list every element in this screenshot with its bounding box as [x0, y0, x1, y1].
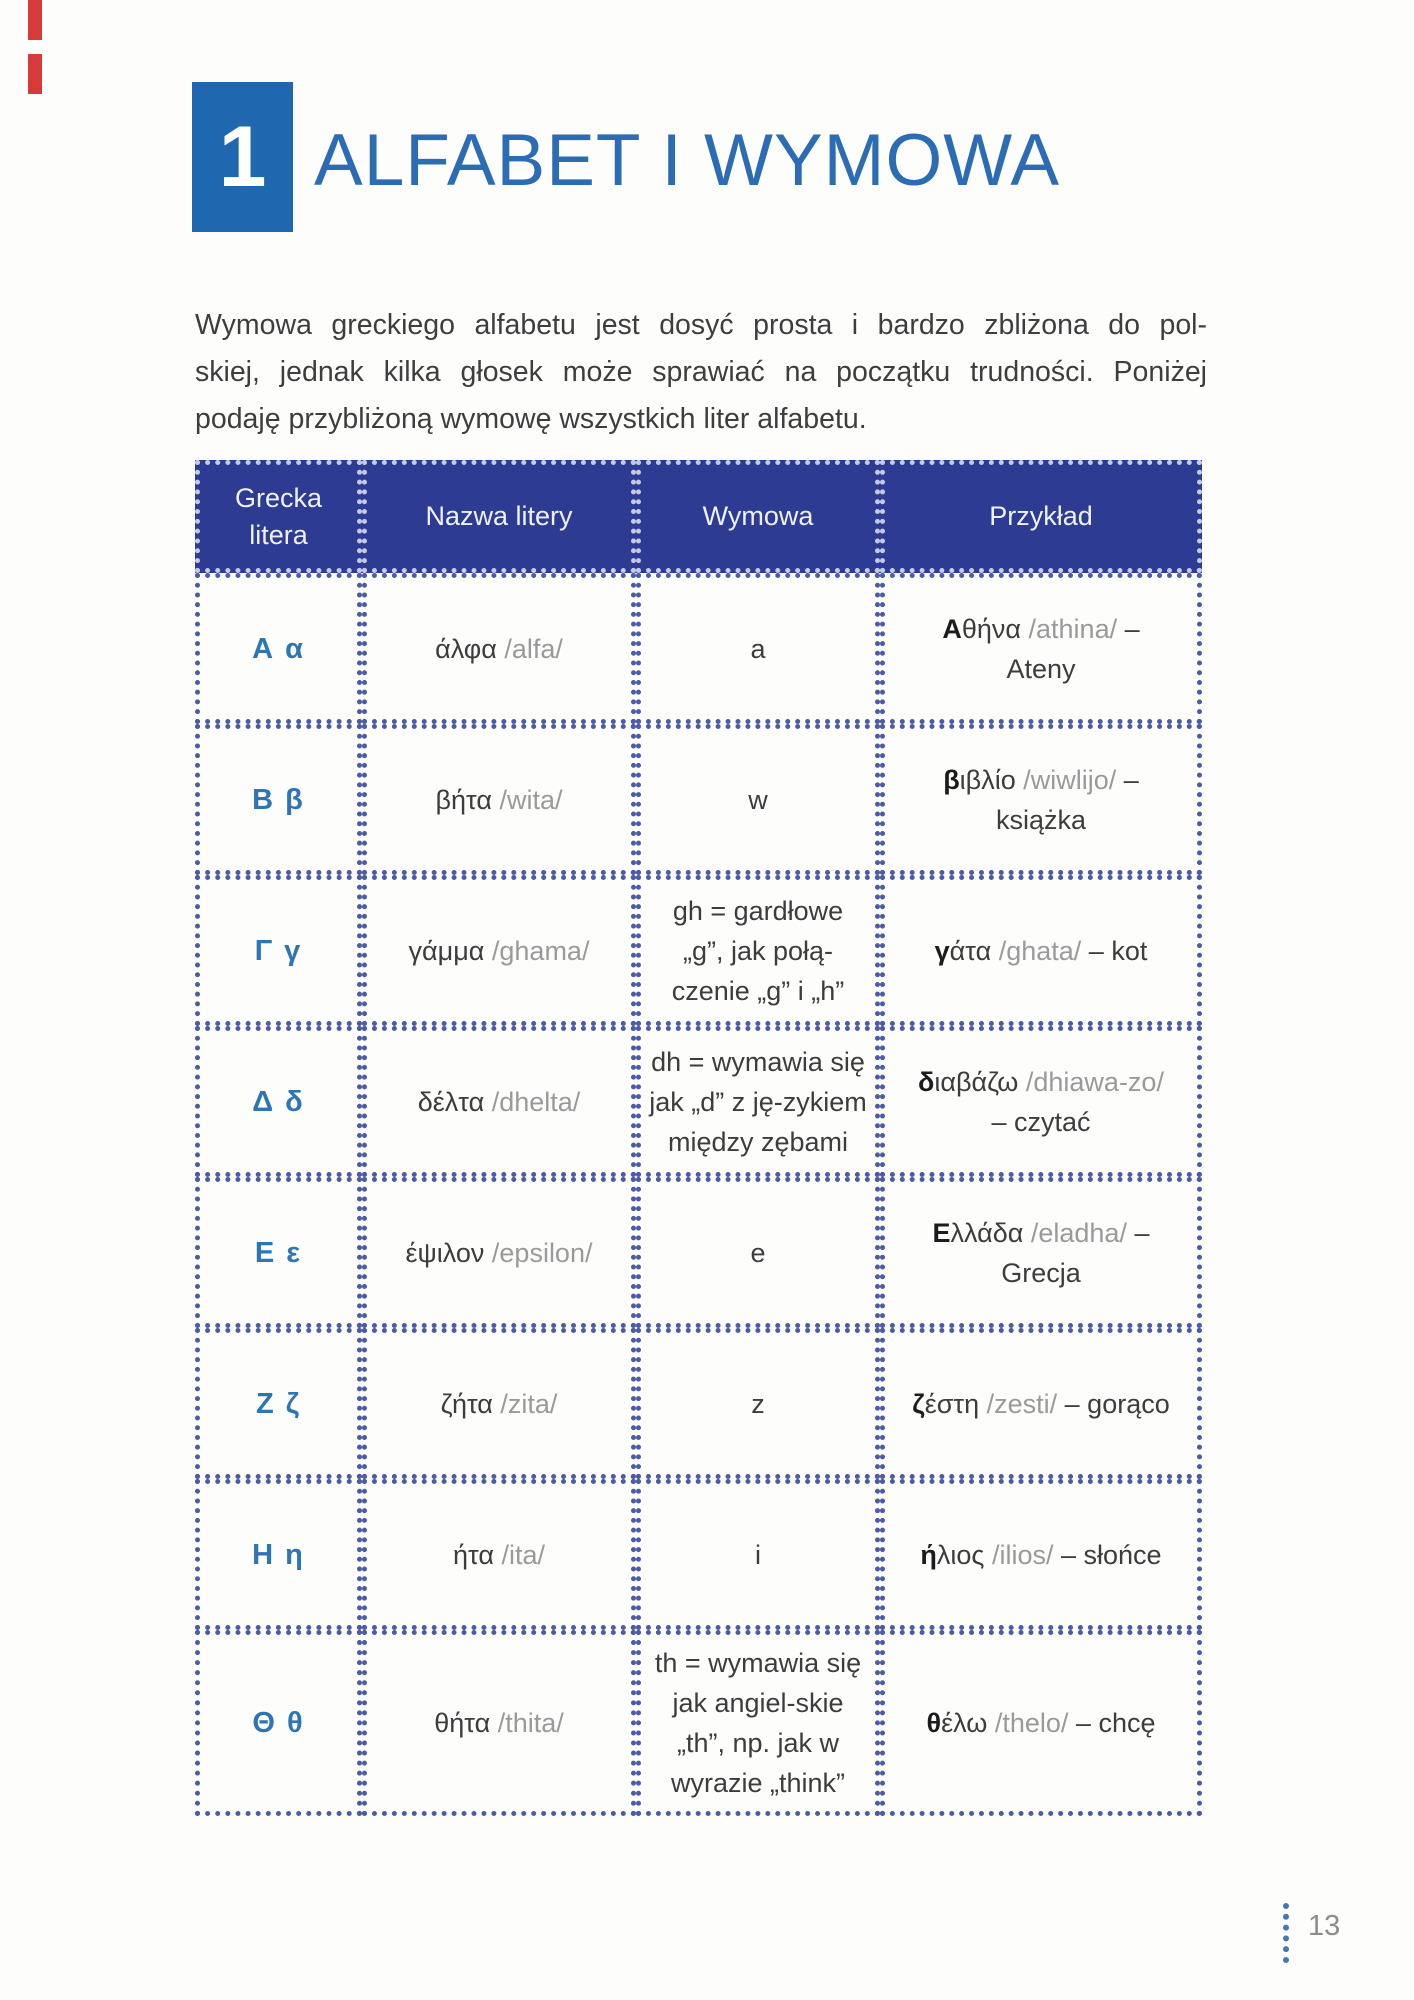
- pronunciation-table: [195, 460, 1202, 1816]
- letter-name-transcription: /epsilon/: [491, 1237, 593, 1268]
- example-bold-letter: ζ: [912, 1388, 925, 1419]
- header-letter-name: Nazwa litery: [362, 460, 636, 573]
- example-transcription: /dhiawa-zo/: [1025, 1066, 1164, 1097]
- example-bold-letter: ή: [920, 1539, 937, 1570]
- intro-line: podaję przybliżoną wymowę wszystkich liter alfabetu.: [195, 403, 867, 435]
- example-bold-letter: Ε: [932, 1217, 951, 1248]
- example-cell: [880, 1177, 1202, 1328]
- pronunciation-cell: z: [636, 1328, 880, 1479]
- letter-name-cell: [362, 1630, 636, 1816]
- pronunciation-cell: i: [636, 1479, 880, 1630]
- letter-name-cell: [362, 1026, 636, 1177]
- example-transcription: /eladha/: [1030, 1217, 1127, 1248]
- table-row: [195, 724, 1202, 875]
- table-row: [195, 875, 1202, 1026]
- example-word-rest: έστη: [924, 1388, 980, 1419]
- example-translation: – książka: [995, 764, 1139, 835]
- red-edge-mark-bottom: [28, 54, 42, 94]
- example-translation: – Ateny: [1006, 613, 1140, 684]
- example-transcription: /ilios/: [991, 1539, 1054, 1570]
- pronunciation-cell: w: [636, 724, 880, 875]
- letter-name-cell: [362, 1177, 636, 1328]
- pronunciation-cell: a: [636, 573, 880, 724]
- example-word-rest: ιαβάζω: [934, 1066, 1019, 1097]
- intro-paragraph: [195, 302, 1207, 443]
- example-translation: – gorąco: [1064, 1388, 1170, 1419]
- page-title: ALFABET I WYMOWA: [314, 119, 1061, 201]
- letter-name-greek: ζήτα: [440, 1388, 493, 1419]
- letter-name-greek: άλφα: [435, 633, 497, 664]
- example-bold-letter: δ: [918, 1066, 935, 1097]
- letter-name-cell: [362, 1479, 636, 1630]
- letter-name-transcription: /zita/: [500, 1388, 558, 1419]
- greek-letter-cell: Ζ ζ: [195, 1328, 362, 1479]
- pronunciation-cell: gh = gardłowe „g”, jak połą-czenie „g” i „h”: [636, 875, 880, 1026]
- example-word-rest: λλάδα: [950, 1217, 1024, 1248]
- example-bold-letter: Α: [942, 613, 962, 644]
- example-cell: [880, 1026, 1202, 1177]
- example-word-rest: ιβλίο: [959, 764, 1016, 795]
- header-pronunciation: Wymowa: [636, 460, 880, 573]
- chapter-number-badge: [192, 82, 293, 232]
- example-word-rest: λιος: [936, 1539, 985, 1570]
- example-cell: [880, 573, 1202, 724]
- header-greek-letter: Grecka litera: [195, 460, 362, 573]
- greek-letter-cell: Θ θ: [195, 1630, 362, 1816]
- pronunciation-table-head: [195, 460, 1202, 573]
- letter-name-transcription: /ita/: [501, 1539, 545, 1570]
- example-transcription: /thelo/: [994, 1708, 1069, 1738]
- letter-name-greek: θήτα: [434, 1708, 491, 1738]
- example-translation: – słońce: [1061, 1539, 1162, 1570]
- example-cell: [880, 1328, 1202, 1479]
- letter-name-cell: [362, 1328, 636, 1479]
- letter-name-cell: [362, 724, 636, 875]
- page-number: 13: [1308, 1910, 1341, 1942]
- greek-letter-cell: Γ γ: [195, 875, 362, 1026]
- example-translation: – czytać: [991, 1106, 1091, 1137]
- example-cell: [880, 1630, 1202, 1816]
- table-header-row: [195, 460, 1202, 573]
- example-word-rest: θήνα: [961, 613, 1021, 644]
- letter-name-greek: βήτα: [435, 784, 492, 815]
- letter-name-greek: έψιλον: [405, 1237, 485, 1268]
- intro-line: Wymowa greckiego alfabetu jest dosyć prosta i bardzo zbliżona do pol-: [195, 309, 1207, 341]
- example-transcription: /zesti/: [986, 1388, 1058, 1419]
- greek-letter-cell: Ε ε: [195, 1177, 362, 1328]
- letter-name-transcription: /ghama/: [491, 935, 590, 966]
- table-row: [195, 573, 1202, 724]
- table-row: [195, 1026, 1202, 1177]
- example-translation: – chcę: [1075, 1708, 1156, 1738]
- letter-name-greek: ήτα: [453, 1539, 494, 1570]
- greek-letter-cell: Β β: [195, 724, 362, 875]
- greek-letter-cell: Η η: [195, 1479, 362, 1630]
- greek-letter-cell: Α α: [195, 573, 362, 724]
- example-bold-letter: β: [943, 764, 960, 795]
- greek-letter-cell: Δ δ: [195, 1026, 362, 1177]
- example-bold-letter: γ: [934, 935, 950, 966]
- chapter-number: 1: [218, 108, 267, 205]
- table-row: [195, 1630, 1202, 1816]
- intro-line: skiej, jednak kilka głosek może sprawiać na początku trudności. Poniżej: [195, 356, 1207, 388]
- letter-name-transcription: /wita/: [499, 784, 563, 815]
- table-row: [195, 1479, 1202, 1630]
- footer-chain-decoration: [1283, 1903, 1289, 1963]
- example-word-rest: άτα: [949, 935, 992, 966]
- table-row: [195, 1177, 1202, 1328]
- example-transcription: /ghata/: [998, 935, 1082, 966]
- example-translation: – kot: [1088, 935, 1148, 966]
- table-row: [195, 1328, 1202, 1479]
- letter-name-transcription: /dhelta/: [491, 1086, 581, 1117]
- example-word-rest: έλω: [941, 1708, 988, 1738]
- letter-name-transcription: /alfa/: [504, 633, 563, 664]
- example-bold-letter: θ: [926, 1708, 942, 1738]
- header-example: Przykład: [880, 460, 1202, 573]
- letter-name-greek: δέλτα: [417, 1086, 485, 1117]
- example-cell: [880, 1479, 1202, 1630]
- red-edge-mark-top: [28, 0, 42, 40]
- letter-name-cell: [362, 573, 636, 724]
- example-cell: [880, 724, 1202, 875]
- example-translation: – Grecja: [1001, 1217, 1150, 1288]
- example-transcription: /athina/: [1028, 613, 1118, 644]
- pronunciation-table-body: [195, 573, 1202, 1816]
- pronunciation-cell: dh = wymawia się jak „d” z ję-zykiem między zębami: [636, 1026, 880, 1177]
- letter-name-greek: γάμμα: [408, 935, 485, 966]
- pronunciation-cell: th = wymawia się jak angiel-skie „th”, np. jak w wyrazie „think”: [636, 1630, 880, 1816]
- example-transcription: /wiwlijo/: [1023, 764, 1117, 795]
- letter-name-transcription: /thita/: [497, 1708, 564, 1738]
- pronunciation-cell: e: [636, 1177, 880, 1328]
- example-cell: [880, 875, 1202, 1026]
- letter-name-cell: [362, 875, 636, 1026]
